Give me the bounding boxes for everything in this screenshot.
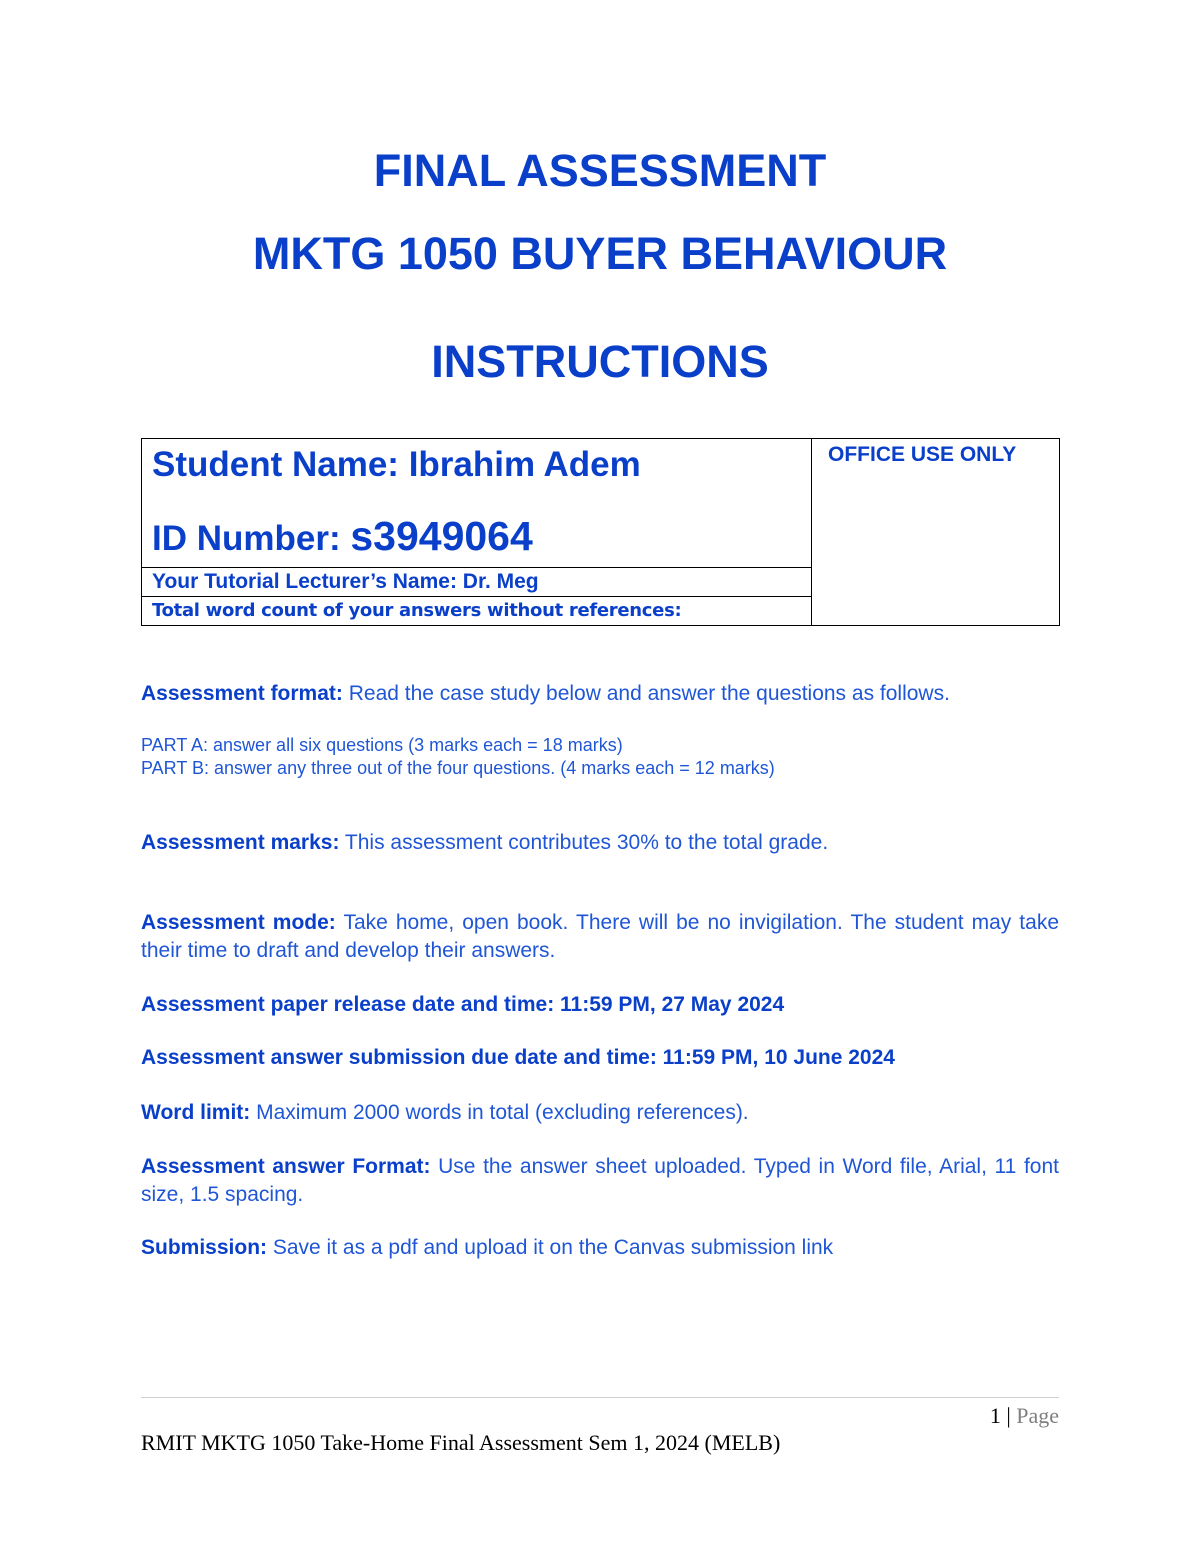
page-word: Page [1016, 1403, 1059, 1428]
submission-label: Submission: [141, 1236, 268, 1259]
due-date [141, 1044, 1059, 1072]
answer-format-label: Assessment answer Format: [141, 1155, 431, 1178]
assessment-format [141, 680, 1059, 708]
lecturer-name: Your Tutorial Lecturer’s Name: Dr. Meg [142, 568, 812, 597]
due-text: Assessment answer submission due date and time: 11:59 PM, 10 June 2024 [141, 1046, 895, 1069]
page-separator: | [1000, 1403, 1017, 1428]
release-text: Assessment paper release date and time: 11:59 PM, 27 May 2024 [141, 993, 785, 1016]
format-text: Read the case study below and answer the questions as follows. [342, 682, 950, 705]
course-title: MKTG 1050 BUYER BEHAVIOUR [252, 228, 948, 279]
page-number [990, 1403, 1059, 1429]
student-details-cell [142, 439, 812, 568]
footer-divider [141, 1397, 1059, 1398]
part-b-instruction: PART B: answer any three out of the four questions. (4 marks each = 12 marks) [141, 758, 775, 778]
answer-format [141, 1153, 1059, 1209]
limit-text: Maximum 2000 words in total (excluding references). [250, 1101, 749, 1124]
mode-text: Take home, open book. There will be no invigilation. The student may take their time to draft and develop their answers. [141, 911, 1059, 962]
marks-text: This assessment contributes 30% to the total grade. [339, 831, 829, 854]
student-name: Student Name: Ibrahim Adem [152, 445, 641, 484]
office-use-label: OFFICE USE ONLY [828, 443, 1017, 466]
assessment-mode [141, 909, 1059, 965]
marks-label: Assessment marks: [141, 831, 340, 854]
submission-text: Save it as a pdf and upload it on the Canvas submission link [267, 1236, 834, 1259]
submission [141, 1234, 1059, 1262]
page-title: FINAL ASSESSMENT [373, 145, 827, 196]
footer-text: RMIT MKTG 1050 Take-Home Final Assessment Sem 1, 2024 (MELB) [141, 1430, 781, 1455]
word-count-field: Total word count of your answers without references: [142, 597, 812, 626]
release-date [141, 991, 1059, 1019]
mode-label: Assessment mode: [141, 911, 336, 934]
instructions-heading: INSTRUCTIONS [431, 336, 769, 387]
answer-format-text: Use the answer sheet uploaded. Typed in Word file, Arial, 11 font size, 1.5 spacing. [141, 1155, 1059, 1206]
student-id [152, 513, 801, 560]
format-label: Assessment format: [141, 682, 343, 705]
student-info-table [141, 438, 1060, 626]
id-value: s3949064 [350, 513, 533, 559]
office-use-cell [812, 439, 1060, 626]
word-limit [141, 1099, 1059, 1127]
id-label: ID Number: [152, 519, 351, 558]
part-a-instruction: PART A: answer all six questions (3 marks each = 18 marks) [141, 735, 623, 755]
assessment-marks [141, 829, 1059, 857]
limit-label: Word limit: [141, 1101, 251, 1124]
page-number-value: 1 [989, 1403, 1001, 1428]
